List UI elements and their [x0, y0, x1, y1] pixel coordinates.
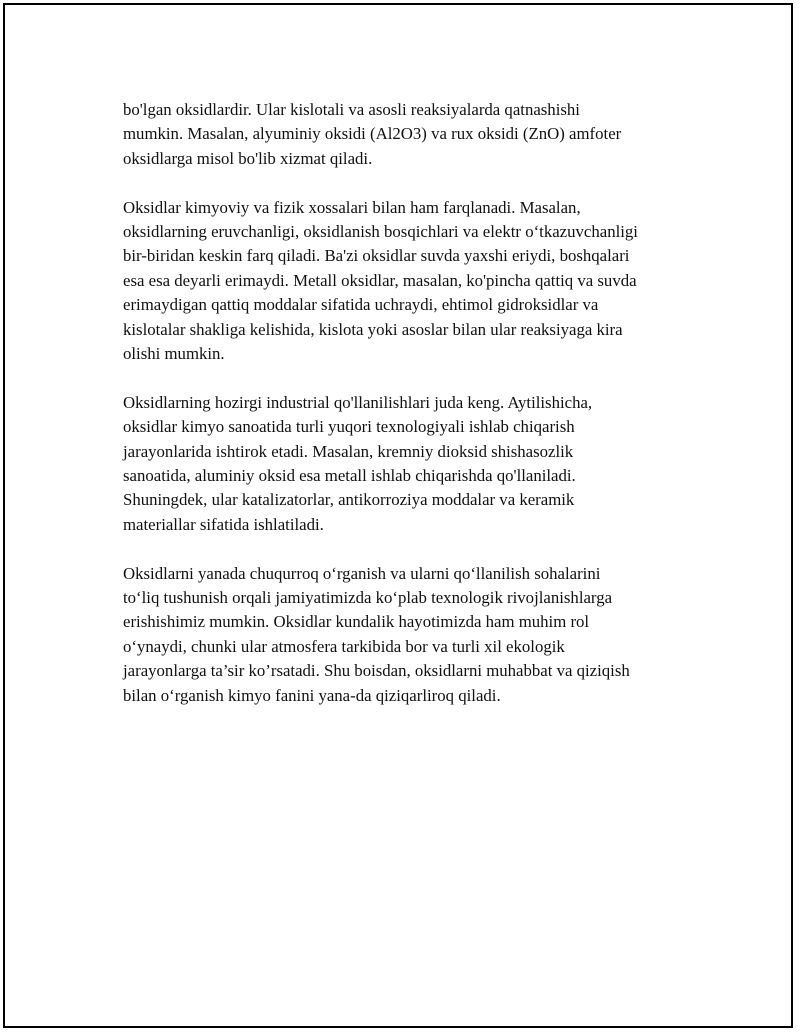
page-frame	[3, 3, 793, 1028]
paragraph-2: Oksidlar kimyoviy va fizik xossalari bilan ham farqlanadi. Masalan, oksidlarning eruvchanligi, oksidlanish bosqichlari va elektr o‘tkazuvchanligi bir-biridan keskin farq qiladi. Ba'zi oksidlar suvda yaxshi eriydi, boshqalari esa esa deyarli erimaydi. Metall oksidlar, masalan, ko'pincha qattiq va suvda erimaydigan qattiq moddalar sifatida uchraydi, ehtimol gidroksidlar va kislotalar shakliga kelishida, kislota yoki asoslar bilan ular reaksiyaga kira olishi mumkin.	[123, 197, 638, 364]
document-body	[123, 98, 703, 733]
paragraph-1: bo'lgan oksidlardir. Ular kislotali va asosli reaksiyalarda qatnashishi mumkin. Masalan, alyuminiy oksidi (Al2O3) va rux oksidi (ZnO) amfoter oksidlarga misol bo'lib xizmat qiladi.	[123, 100, 622, 168]
paragraph-4: Oksidlarni yanada chuqurroq o‘rganish va ularni qo‘llanilish sohalarini to‘liq tushunish orqali jamiyatimizda ko‘plab texnologik rivojlanishlarga erishishimiz mumkin. Oksidlar kundalik hayotimizda ham muhim rol o‘ynaydi, chunki ular atmosfera tarkibida bor va turli xil ekologik jarayonlarga ta’sir ko’rsatadi. Shu boisdan, oksidlarni muhabbat va qiziqish bilan o‘rganish kimyo fanini yana-da qiziqarliroq qiladi.	[123, 563, 630, 705]
paragraph-3: Oksidlarning hozirgi industrial qo'llanilishlari juda keng. Aytilishicha, oksidlar kimyo sanoatida turli yuqori texnologiyali ishlab chiqarish jarayonlarida ishtirok etadi. Masalan, kremniy dioksid shishasozlik sanoatida, aluminiy oksid esa metall ishlab chiqarishda qo'llaniladi. Shuningdek, ular katalizatorlar, antikorroziya moddalar va keramik materiallar sifatida ishlatiladi.	[123, 392, 593, 534]
